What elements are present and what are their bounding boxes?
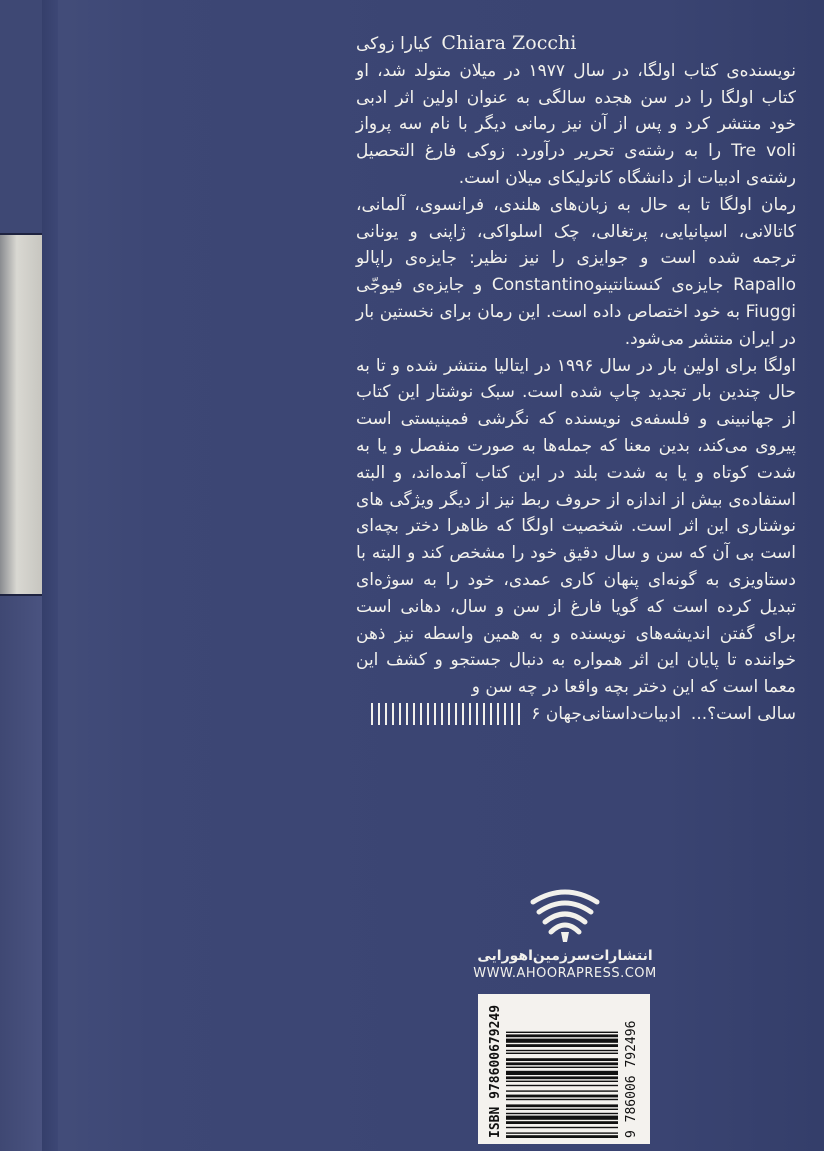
barcode-bar (506, 1044, 618, 1047)
barcode-bar (506, 1058, 618, 1061)
barcode-bar (506, 1032, 618, 1033)
series-label: ادبیات‌داستانی‌جهان ۶ (531, 703, 681, 724)
spine-divider (0, 594, 42, 596)
barcode-bar (506, 1099, 618, 1100)
barcode-bars-icon (506, 1000, 618, 1138)
barcode-bar (506, 1067, 618, 1068)
barcode-bar (506, 1113, 618, 1114)
author-name-fa: کیارا زوکی (356, 34, 432, 54)
isbn-digits: 9 786006 792496 (624, 1020, 639, 1138)
publisher-name: انتشارات‌سرزمین‌اهورایی (477, 948, 653, 964)
publisher-block (470, 880, 660, 981)
barcode-bar (506, 1121, 618, 1124)
cover-edge (42, 0, 58, 1151)
barcode-bar (506, 1132, 618, 1133)
barcode-bar (506, 1104, 618, 1107)
barcode-bar (506, 1090, 618, 1091)
publisher-logo-icon (523, 880, 607, 944)
barcode-bar (506, 1081, 618, 1082)
author-line (356, 30, 796, 58)
spine-strip-bottom (0, 595, 42, 1151)
barcode-bar (506, 1034, 618, 1037)
decorative-bars (371, 703, 521, 725)
publisher-url: WWW.AHOORAPRESS.COM (473, 966, 657, 981)
barcode-bar (506, 1085, 618, 1086)
spine-strip-middle (0, 235, 42, 595)
barcode (478, 994, 650, 1144)
barcode-bar (506, 1062, 618, 1065)
style-paragraph: اولگا برای اولین بار در سال ۱۹۹۶ در ایتالیا منتشر شده و تا به حال چندین بار تجدید چاپ شده است. سبک نوشتار این کتاب از جهانبینی و فلسفه‌ی نویسنده که نگرشی فمینیستی است پیروی می‌کند، بدین معنا که جمله‌ها به صورت منفصل و یا به شدت کوتاه و یا به شدت بلند در این کتاب آمده‌اند، و البته استفاده‌ی بیش از اندازه از حروف ربط نیز از دیگر ویژگی های نوشتاری این اثر است. شخصیت اولگا که ظاهرا دختر بچه‌ای است بی آن که سن و سال دقیق خود را مشخص کند و البته با دستاویزی به گونه‌ای پنهان کاری عمدی، خود را به سوژه‌ای تبدیل کرده است که گویا فارغ از سن و سال، دهانی است برای گفتن اندیشه‌های نویسنده و به همین واسطه نیز ذهن خواننده تا پایان این اثر همواره به دنبال جستجو و کشف این معما است که این دختر بچه واقعا در چه سن و (356, 355, 797, 698)
barcode-bar (506, 1053, 618, 1054)
barcode-bar (506, 1135, 618, 1138)
barcode-bar (506, 1109, 618, 1110)
spine-strip-top (0, 0, 42, 235)
last-line: سالی است؟... (690, 703, 796, 724)
barcode-bar (506, 1095, 618, 1098)
series-row (356, 701, 796, 728)
barcode-bar (506, 1127, 618, 1128)
blurb-text (356, 30, 796, 728)
barcode-bar (506, 1116, 618, 1120)
isbn-label: ISBN 978600679249 (488, 1004, 503, 1138)
translations-paragraph: رمان اولگا تا به حال به زبان‌های هلندی، فرانسوی، آلمانی، کاتالانی، اسپانیایی، پرتغالی، چک اسلواکی، ژاپنی و یونانی ترجمه شده است و جوایزی را نیز نظیر: جایزه‌ی راپالو Rapallo جایزه‌ی کنستانتینوConstantino و جایزه‌ی فیوجّی Fiuggi به خود اختصاص داده است. این رمان برای نخستین بار در ایران منتشر می‌شود. (356, 194, 796, 349)
barcode-bar (506, 1050, 618, 1051)
spine-divider (0, 233, 42, 235)
barcode-bar (506, 1076, 618, 1079)
author-name-latin: Chiara Zocchi (441, 32, 577, 54)
barcode-bar (506, 1071, 618, 1075)
barcode-rotated (484, 1000, 644, 1138)
barcode-bar (506, 1039, 618, 1043)
author-bio-paragraph: نویسنده‌ی کتاب اولگا، در سال ۱۹۷۷ در میلان متولد شد، او کتاب اولگا را در سن هجده سالگی به عنوان اولین اثر ادبی خود منتشر کرد و پس از آن نیز رمانی دیگر با نام سه پرواز Tre voli را به رشته‌ی تحریر درآورد. زوکی فارغ التحصیل رشته‌ی ادبیات از دانشگاه کاتولیکای میلان است. (356, 60, 797, 188)
